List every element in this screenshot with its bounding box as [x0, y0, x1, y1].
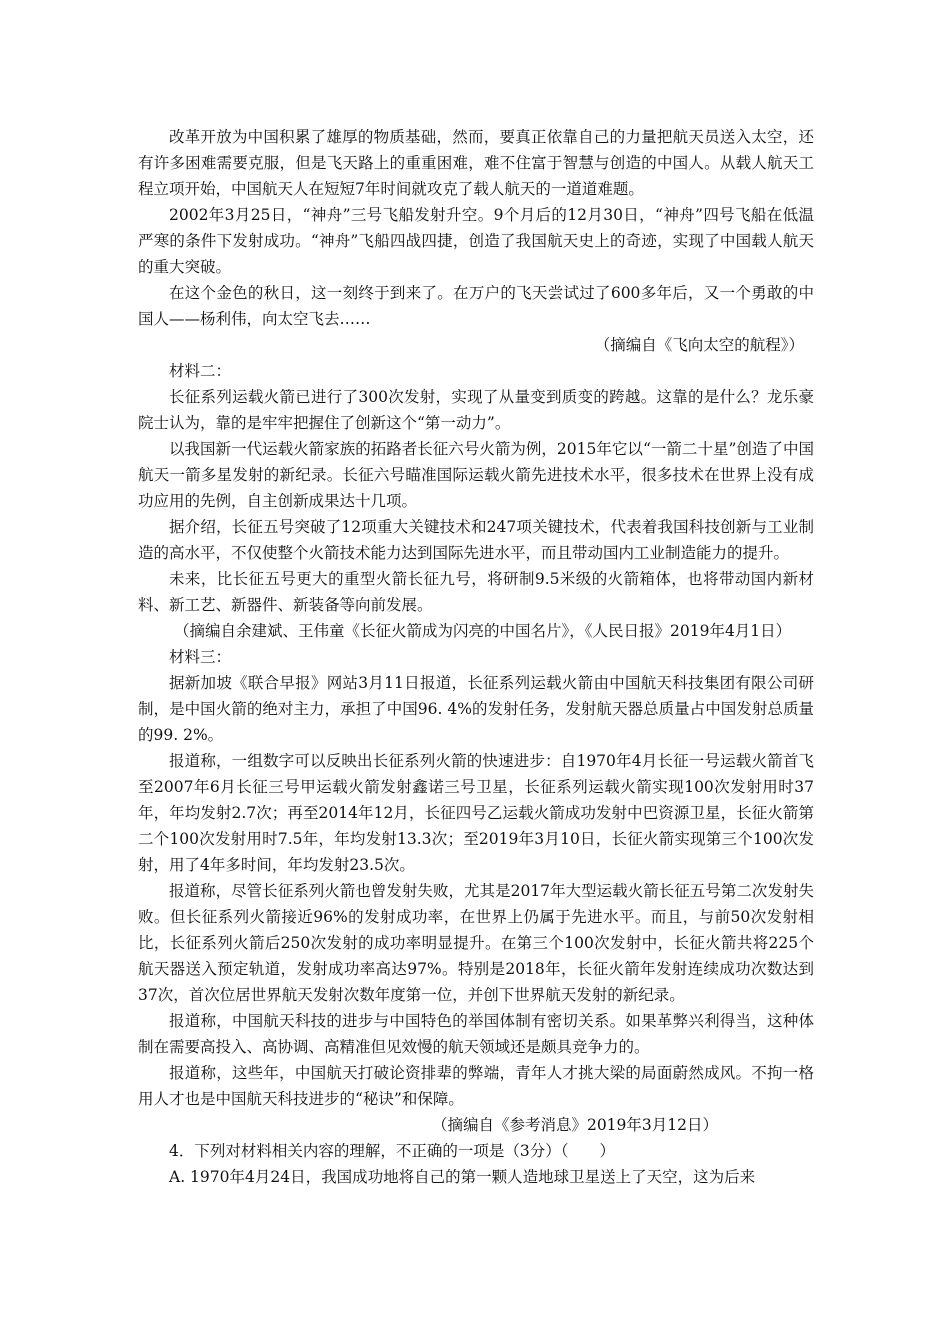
material3-paragraph-3: 报道称，尽管长征系列火箭也曾发射失败，尤其是2017年大型运载火箭长征五号第二次发射失败。但长征系列火箭接近96%的发射成功率，在世界上仍属于先进水平。而且，与前50次发射相比，长征系列火箭后250次发射的成功率明显提升。在第三个100次发射中，长征火箭共将225个航天器送入预定轨道，发射成功率高达97%。特别是2018年，长征火箭年发射连续成功次数达到37次，首次位居世界航天发射次数年度第一位，并创下世界航天发射的新纪录。: [138, 882, 814, 1004]
material1-source: （摘编自《飞向太空的航程》）: [594, 336, 804, 354]
material1-paragraph-2: 2002年3月25日，“神舟”三号飞船发射升空。9个月后的12月30日，“神舟”四号飞船在低温严寒的条件下发射成功。“神舟”飞船四战四捷，创造了我国航天史上的奇迹，实现了中国载人航天的重大突破。: [138, 206, 814, 276]
material3-paragraph-5: 报道称，这些年，中国航天打破论资排辈的弊端，青年人才挑大梁的局面蔚然成风。不拘一格用人才也是中国航天科技进步的“秘诀”和保障。: [138, 1064, 814, 1108]
material3-paragraph-2: 报道称，一组数字可以反映出长征系列火箭的快速进步：自1970年4月长征一号运载火箭首飞至2007年6月长征三号甲运载火箭发射鑫诺三号卫星，长征系列运载火箭实现100次发射用时37年，年均发射2.7次；再至2014年12月，长征四号乙运载火箭成功发射中巴资源卫星，长征火箭第二个100次发射用时7.5年，年均发射13.3次；至2019年3月10日，长征火箭实现第三个100次发射，用了4年多时间，年均发射23.5次。: [138, 752, 814, 874]
material2-source: （摘编自余建斌、王伟童《长征火箭成为闪亮的中国名片》，《人民日报》2019年4月1日）: [174, 622, 792, 640]
material1-paragraph-1: 改革开放为中国积累了雄厚的物质基础，然而，要真正依靠自己的力量把航天员送入太空，还有许多困难需要克服，但是飞天路上的重重困难，难不住富于智慧与创造的中国人。从载人航天工程立项开始，中国航天人在短短7年时间就攻克了载人航天的一道道难题。: [138, 128, 814, 198]
question-stem: 4．下列对材料相关内容的理解，不正确的一项是（3分）（ ）: [169, 1142, 615, 1160]
material2-paragraph-4: 未来，比长征五号更大的重型火箭长征九号，将研制9.5米级的火箭箱体，也将带动国内新材料、新工艺、新器件、新装备等向前发展。: [138, 570, 814, 614]
material2-paragraph-2: 以我国新一代运载火箭家族的拓路者长征六号火箭为例，2015年它以“一箭二十星”创造了中国航天一箭多星发射的新纪录。长征六号瞄准国际运载火箭先进技术水平，很多技术在世界上没有成功应用的先例，自主创新成果达十几项。: [138, 440, 814, 510]
material3-label: 材料三：: [169, 648, 232, 666]
material2-label: 材料二：: [169, 362, 232, 380]
material3-paragraph-4: 报道称，中国航天科技的进步与中国特色的举国体制有密切关系。如果革弊兴利得当，这种体制在需要高投入、高协调、高精准但见效慢的航天领域还是颇具竞争力的。: [138, 1012, 814, 1056]
material2-paragraph-3: 据介绍，长征五号突破了12项重大关键技术和247项关键技术，代表着我国科技创新与工业制造的高水平，不仅使整个火箭技术能力达到国际先进水平，而且带动国内工业制造能力的提升。: [138, 518, 814, 562]
material3-source: （摘编自《参考消息》2019年3月12日）: [431, 1116, 718, 1134]
question-option-a: A. 1970年4月24日，我国成功地将自己的第一颗人造地球卫星送上了天空，这为后来: [169, 1168, 756, 1186]
material2-paragraph-1: 长征系列运载火箭已进行了300次发射，实现了从量变到质变的跨越。这靠的是什么？龙乐豪院士认为，靠的是牢牢把握住了创新这个“第一动力”。: [138, 388, 814, 432]
material3-paragraph-1: 据新加坡《联合早报》网站3月11日报道，长征系列运载火箭由中国航天科技集团有限公司研制，是中国火箭的绝对主力，承担了中国96. 4%的发射任务，发射航天器总质量占中国发射总质量的99. 2%。: [138, 674, 814, 744]
material1-paragraph-3: 在这个金色的秋日，这一刻终于到来了。在万户的飞天尝试过了600多年后，又一个勇敢的中国人——杨利伟，向太空飞去……: [138, 284, 814, 328]
document-body: [138, 124, 814, 1190]
